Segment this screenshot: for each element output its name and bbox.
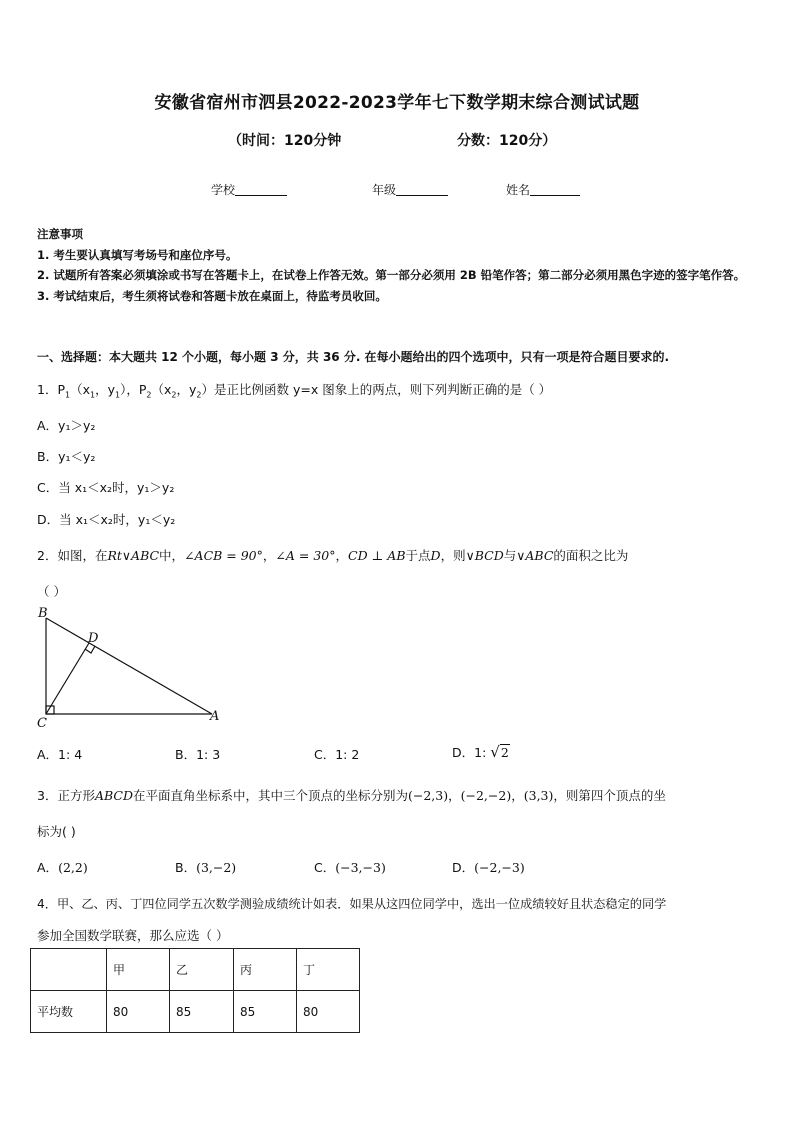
table-cell: 80 [107, 991, 170, 1033]
q2-option-c[interactable]: C．1: 2 [314, 747, 360, 762]
label-b: B [38, 606, 48, 621]
q2-stem: 2．如图，在Rt∨ABC中，∠ACB = 90°，∠A = 30°，CD ⊥ AB于点D，则∨BCD与∨ABC的面积之比为 [37, 548, 629, 563]
label-c: C [37, 716, 47, 730]
q1-option-a[interactable]: A．y₁＞y₂ [37, 418, 96, 433]
q3-option-c[interactable]: C．(−3,−3) [314, 860, 386, 875]
table-cell: 85 [234, 991, 297, 1033]
scores-table [30, 948, 360, 1033]
q2-option-b[interactable]: B．1: 3 [175, 747, 221, 762]
table-header-cell: 丙 [234, 949, 297, 991]
table-header-row [31, 949, 360, 991]
q4-stem-line2: 参加全国数学联赛，那么应选（ ） [37, 928, 229, 943]
q3-option-b[interactable]: B．(3,−2) [175, 860, 237, 875]
table-header-cell [31, 949, 107, 991]
table-cell: 80 [297, 991, 360, 1033]
q1-option-b[interactable]: B．y₁＜y₂ [37, 449, 96, 464]
notes-heading: 注意事项 [37, 227, 83, 241]
q3-stem-line1: 3．正方形ABCD在平面直角坐标系中，其中三个顶点的坐标分别为(−2,3)，(−2,−2)，(3,3)，则第四个顶点的坐 [37, 788, 666, 803]
label-d: D [88, 631, 99, 646]
label-a: A [210, 709, 220, 724]
sqrt-sign: √ [490, 743, 500, 761]
exam-title: 安徽省宿州市泗县2022-2023学年七下数学期末综合测试试题 [154, 93, 640, 113]
name-label: 姓名 [506, 183, 531, 197]
table-header-cell: 甲 [107, 949, 170, 991]
notes-block [37, 224, 759, 306]
note-item: 2. 试题所有答案必须填涂或书写在答题卡上，在试卷上作答无效。第一部分必须用 2B 铅笔作答；第二部分必须用黑色字迹的签字笔作答。 [37, 268, 746, 282]
school-field [211, 181, 287, 198]
side-ab [46, 618, 212, 714]
table-cell: 85 [170, 991, 234, 1033]
table-header-cell: 丁 [297, 949, 360, 991]
note-item: 1. 考生要认真填写考场号和座位序号。 [37, 247, 238, 262]
grade-field [372, 181, 448, 198]
table-header-cell: 乙 [170, 949, 234, 991]
section-heading: 一、选择题：本大题共 12 个小题，每小题 3 分，共 36 分. 在每小题给出的四个选项中，只有一项是符合题目要求的. [37, 350, 670, 364]
q3-option-d[interactable]: D．(−2,−3) [452, 860, 525, 875]
altitude-cd [46, 643, 89, 714]
score-label: 分数：120分） [457, 133, 557, 149]
q1-stem: 1．$P_1(x_1$，$y_1$），$P_2(x_2$，$y_2$）是正比例函数 y=x 图象上的两点，则下列判断正确的是（ ） [37, 382, 552, 400]
table-row-label: 平均数 [31, 991, 107, 1033]
q2-option-a[interactable]: A．1: 4 [37, 747, 83, 762]
school-blank[interactable] [235, 183, 287, 196]
time-label: （时间：120分钟 [228, 133, 342, 149]
grade-blank[interactable] [396, 183, 448, 196]
q2-option-d[interactable]: D．1: √2 [452, 743, 509, 761]
q4-stem-line1: 4．甲、乙、丙、丁四位同学五次数学测验成绩统计如表．如果从这四位同学中，选出一位成绩较好且状态稳定的同学 [37, 897, 667, 911]
triangle-figure [30, 602, 230, 730]
q2-answer-paren: （ ） [37, 584, 66, 599]
grade-label: 年级 [372, 183, 397, 197]
q3-option-a[interactable]: A．(2,2) [37, 860, 88, 875]
school-label: 学校 [211, 183, 236, 197]
q1-option-d[interactable]: D．当 x₁＜x₂时，y₁＜y₂ [37, 512, 176, 527]
q1-option-c[interactable]: C．当 x₁＜x₂时，y₁＞y₂ [37, 480, 175, 495]
name-field [506, 181, 580, 198]
q3-stem-line2: 标为( ) [37, 824, 76, 839]
name-blank[interactable] [530, 183, 580, 196]
note-item: 3. 考试结束后，考生须将试卷和答题卡放在桌面上，待监考员收回。 [37, 288, 387, 303]
table-row [31, 991, 360, 1033]
